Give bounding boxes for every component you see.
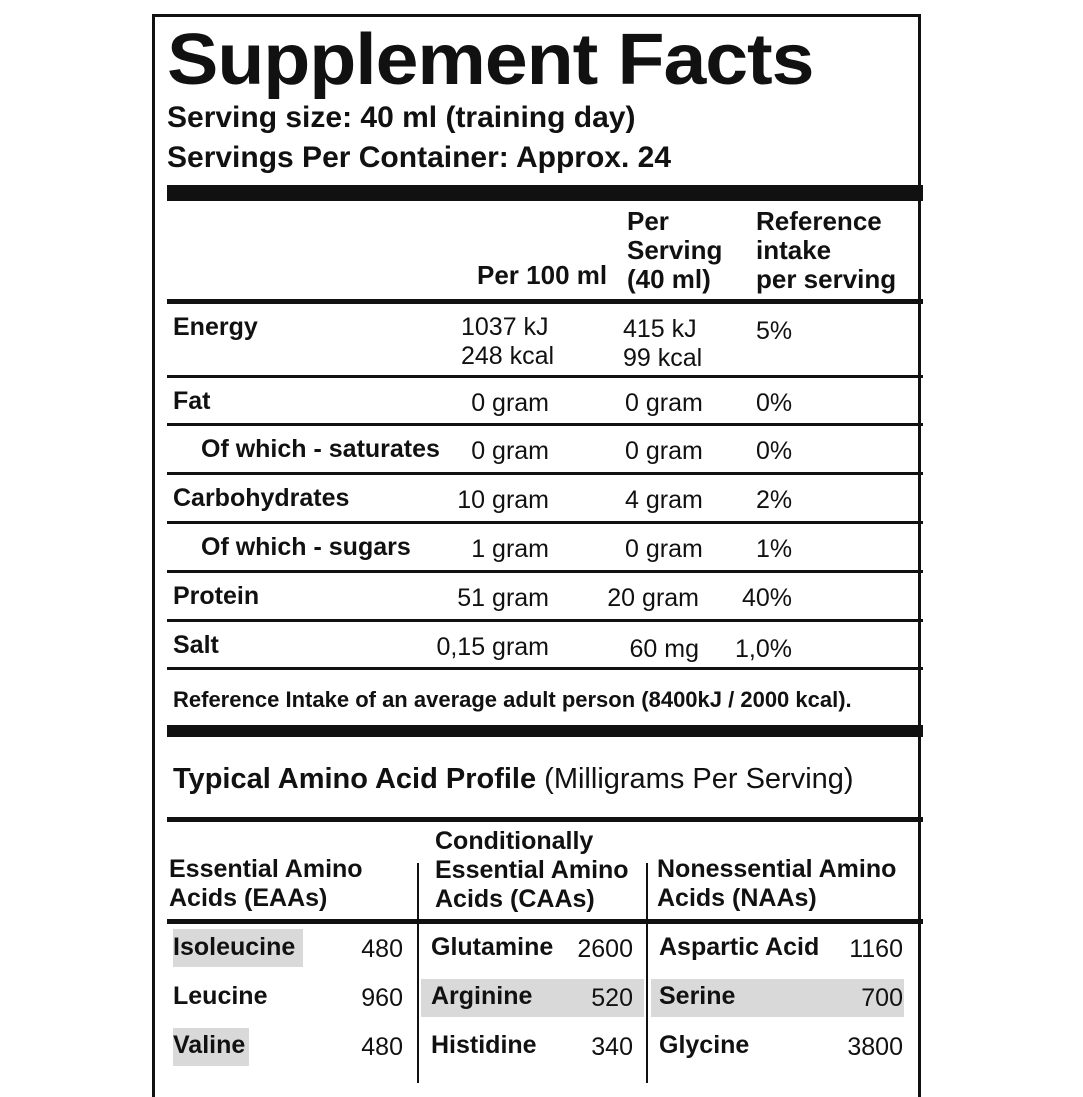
amino-value: 1160 (849, 935, 903, 963)
amino-name: Valine (173, 1031, 246, 1059)
amino-name: Isoleucine (173, 933, 296, 961)
nutrient-per-serving: 20 gram (607, 584, 699, 612)
column-divider (417, 863, 419, 1083)
nutrient-ri: 0% (756, 437, 793, 465)
nutrient-per100: 0,15 gram (436, 633, 549, 661)
column-divider (646, 863, 648, 1083)
row-divider (167, 619, 923, 622)
nutrient-per-serving: 0 gram (625, 535, 703, 563)
nutrient-name: Salt (173, 631, 219, 659)
nutrient-per-serving: 415 kJ 99 kcal (623, 315, 703, 372)
servings-per-container: Servings Per Container: Approx. 24 (167, 141, 672, 174)
amino-value: 960 (361, 984, 403, 1012)
serving-size: Serving size: 40 ml (training day) (167, 101, 636, 134)
amino-value: 480 (361, 1033, 403, 1061)
nutrient-per100: 0 gram (471, 437, 549, 465)
amino-col-header-essential: Essential Amino Acids (EAAs) (169, 855, 363, 912)
row-divider (167, 375, 923, 378)
nutrient-name: Protein (173, 582, 260, 610)
nutrient-per100: 10 gram (457, 486, 549, 514)
amino-value: 3800 (847, 1033, 903, 1061)
amino-name: Serine (659, 982, 736, 1010)
nutrient-per100: 1 gram (471, 535, 549, 563)
nutrient-name: Energy (173, 313, 258, 341)
amino-col-header-nonessential: Nonessential Amino Acids (NAAs) (657, 855, 897, 912)
amino-col-header-conditional: Conditionally Essential Amino Acids (CAAs) (435, 827, 629, 913)
reference-intake-footnote: Reference Intake of an average adult person (8400kJ / 2000 kcal). (173, 687, 852, 712)
amino-table-divider (167, 919, 923, 924)
nutrient-per-serving: 0 gram (625, 437, 703, 465)
label-title: Supplement Facts (167, 20, 814, 100)
supplement-facts-label (152, 14, 921, 1097)
amino-name: Glycine (659, 1031, 750, 1059)
nutrient-per-serving: 4 gram (625, 486, 703, 514)
nutrient-per-serving: 60 mg (629, 635, 699, 663)
amino-value: 700 (861, 984, 903, 1012)
row-divider (167, 570, 923, 573)
amino-name: Arginine (431, 982, 533, 1010)
amino-acid-title: Typical Amino Acid Profile (Milligrams Per Serving) (173, 763, 854, 795)
col-header-per-serving: Per Serving (40 ml) (627, 206, 723, 294)
row-divider (167, 472, 923, 475)
nutrient-ri: 1,0% (735, 635, 792, 663)
nutrient-ri: 1% (756, 535, 793, 563)
nutrient-ri: 40% (741, 584, 792, 612)
amino-value: 340 (591, 1033, 633, 1061)
header-divider (167, 299, 923, 304)
thick-divider (167, 185, 923, 201)
nutrient-per-serving: 0 gram (625, 389, 703, 417)
amino-name: Leucine (173, 982, 268, 1010)
nutrient-name: Carbohydrates (173, 484, 350, 512)
col-header-reference-intake: Reference intake per serving (756, 206, 897, 294)
amino-name: Glutamine (431, 933, 554, 961)
thick-divider (167, 725, 923, 737)
amino-value: 2600 (577, 935, 633, 963)
nutrient-name: Of which - saturates (201, 435, 440, 463)
col-header-per100: Per 100 ml (477, 260, 608, 290)
nutrient-per100: 51 gram (457, 584, 549, 612)
row-divider (167, 521, 923, 524)
nutrient-ri: 0% (756, 389, 793, 417)
nutrient-name: Of which - sugars (201, 533, 411, 561)
row-divider (167, 667, 923, 670)
amino-value: 480 (361, 935, 403, 963)
nutrient-ri: 5% (756, 317, 793, 345)
amino-header-divider (167, 817, 923, 822)
row-divider (167, 423, 923, 426)
amino-name: Histidine (431, 1031, 537, 1059)
nutrient-ri: 2% (756, 486, 793, 514)
nutrient-per100: 0 gram (471, 389, 549, 417)
nutrient-per100: 1037 kJ 248 kcal (461, 313, 555, 370)
amino-name: Aspartic Acid (659, 933, 820, 961)
nutrient-name: Fat (173, 387, 211, 415)
amino-value: 520 (591, 984, 633, 1012)
